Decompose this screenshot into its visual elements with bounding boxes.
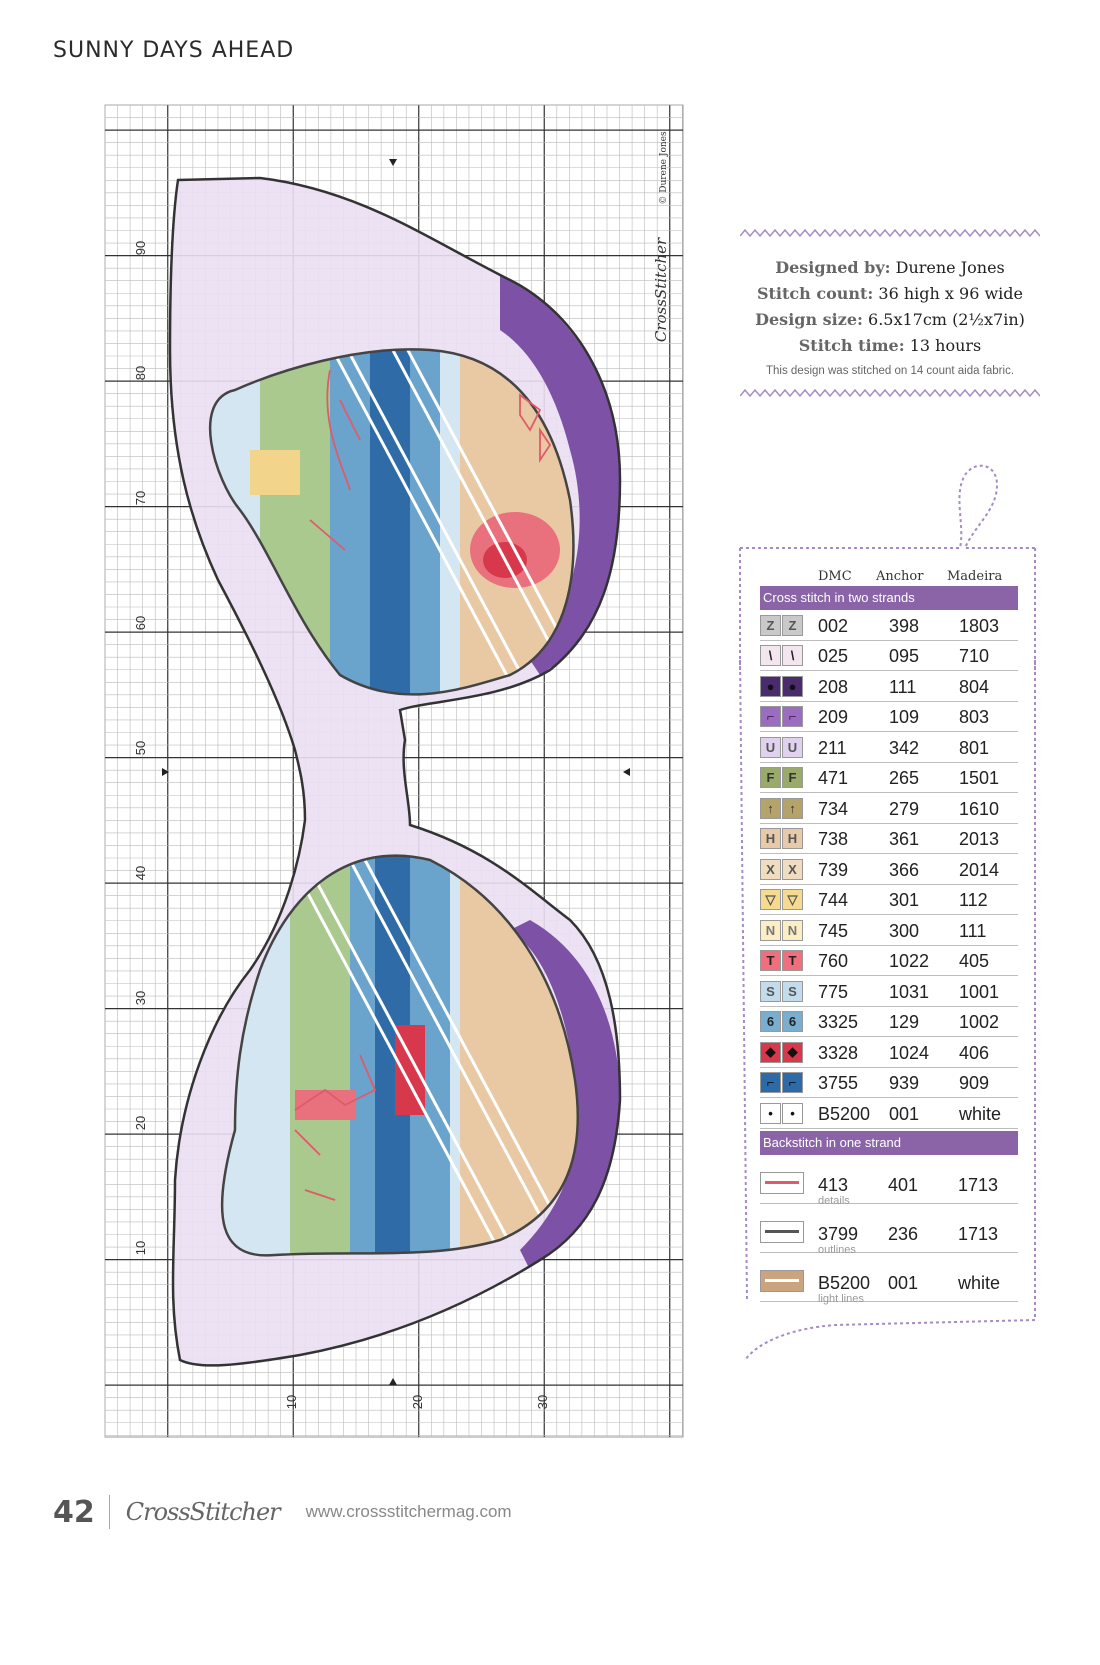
stitch-symbol: Z Z	[760, 615, 804, 636]
madeira-code: 112	[959, 890, 988, 910]
key-row	[760, 1068, 1018, 1099]
backstitch-use: light lines	[818, 1292, 864, 1305]
stitch-symbol: S S	[760, 981, 804, 1002]
key-row	[760, 824, 1018, 855]
anchor-code: 401	[888, 1174, 919, 1195]
col-madeira: Madeira	[947, 569, 1003, 584]
row-label: 10	[133, 1240, 148, 1256]
col-dmc: DMC	[818, 569, 852, 584]
key-row	[760, 946, 1018, 977]
dmc-code: 413	[818, 1174, 849, 1195]
row-label: 40	[133, 865, 148, 881]
dmc-code: 738	[818, 829, 849, 849]
row-label: 90	[133, 240, 148, 256]
backstitch-use: details	[818, 1194, 850, 1207]
backstitch-row	[760, 1253, 1018, 1305]
stitch-symbol: ↑ ↑	[760, 798, 804, 819]
design-size-label: Design size:	[755, 310, 863, 329]
madeira-code: 2014	[959, 859, 1000, 880]
zigzag-divider	[740, 228, 1040, 238]
dmc-code: 760	[818, 951, 849, 971]
key-row	[760, 1098, 1018, 1129]
page-title: SUNNY DAYS AHEAD	[53, 38, 295, 63]
stitch-symbol: \ \	[760, 645, 804, 666]
dmc-code: 209	[818, 707, 849, 727]
backstitch-row	[760, 1204, 1018, 1256]
design-info	[740, 225, 1040, 403]
stitch-time: 13 hours	[909, 336, 982, 355]
stitch-symbol: U U	[760, 737, 804, 758]
key-row	[760, 641, 1018, 672]
website-url: www.crossstitchermag.com	[305, 1502, 512, 1521]
thread-key	[760, 560, 1018, 1305]
design-size: 6.5x17cm (2½x7in)	[868, 310, 1025, 329]
stitch-time-label: Stitch time:	[798, 336, 905, 355]
backstitch-line-swatch	[760, 1172, 804, 1194]
dmc-code: 208	[818, 676, 849, 697]
dmc-code: B5200	[818, 1103, 871, 1124]
key-row	[760, 763, 1018, 794]
anchor-code: 366	[889, 859, 920, 880]
dmc-code: 744	[818, 890, 849, 910]
key-row	[760, 702, 1018, 733]
stitch-symbol: F F	[760, 767, 804, 788]
madeira-code: 2013	[959, 829, 1000, 849]
dmc-code: 775	[818, 981, 849, 1002]
stitch-count: 36 high x 96 wide	[878, 284, 1023, 303]
anchor-code: 001	[889, 1103, 920, 1124]
cross-stitch-chart	[100, 100, 690, 1445]
col-label: 20	[410, 1394, 425, 1410]
madeira-code: 801	[959, 737, 990, 758]
fabric-note: This design was stitched on 14 count aida fabric.	[765, 365, 1015, 377]
madeira-code: 1002	[959, 1012, 1000, 1032]
backstitch-line-swatch	[760, 1270, 804, 1292]
anchor-code: 095	[889, 646, 920, 666]
col-label: 30	[535, 1394, 550, 1410]
stitch-count-label: Stitch count:	[756, 284, 874, 303]
zigzag-divider	[740, 388, 1040, 398]
cross-stitch-section-title: Cross stitch in two strands	[760, 586, 1018, 610]
page-number: 42	[53, 1494, 95, 1530]
stitch-symbol: 6 6	[760, 1011, 804, 1032]
anchor-code: 361	[889, 829, 920, 849]
anchor-code: 398	[889, 615, 920, 636]
anchor-code: 1022	[889, 951, 930, 971]
dmc-code: 3799	[818, 1223, 859, 1244]
key-row	[760, 854, 1018, 885]
dmc-code: B5200	[818, 1272, 871, 1293]
stitch-symbol: ▽ ▽	[760, 889, 804, 910]
copyright-text: © Durene Jones	[659, 131, 669, 205]
madeira-code: 1803	[959, 615, 1000, 636]
row-label: 70	[133, 490, 148, 506]
madeira-code: 803	[959, 707, 990, 727]
stitch-symbol: ⌐ ⌐	[760, 1072, 804, 1093]
col-anchor: Anchor	[876, 569, 924, 584]
stitch-symbol: ◆ ◆	[760, 1042, 804, 1063]
anchor-code: 300	[889, 920, 920, 941]
dmc-code: 734	[818, 798, 849, 819]
madeira-code: white	[958, 1272, 1001, 1293]
madeira-code: 710	[959, 646, 990, 666]
dmc-code: 002	[818, 615, 849, 636]
key-row	[760, 793, 1018, 824]
anchor-code: 939	[889, 1073, 920, 1093]
madeira-code: white	[959, 1103, 1002, 1124]
anchor-code: 301	[889, 890, 920, 910]
anchor-code: 1024	[889, 1042, 930, 1063]
stitch-symbol: N N	[760, 920, 804, 941]
dmc-code: 3325	[818, 1012, 859, 1032]
madeira-code: 1501	[959, 768, 1000, 788]
anchor-code: 279	[889, 798, 920, 819]
anchor-code: 1031	[889, 981, 930, 1002]
backstitch-line-swatch	[760, 1221, 804, 1243]
madeira-code: 804	[959, 676, 990, 697]
row-label: 80	[133, 365, 148, 381]
dmc-code: 3328	[818, 1042, 859, 1063]
key-row	[760, 610, 1018, 641]
dmc-code: 745	[818, 920, 849, 941]
key-row	[760, 915, 1018, 946]
stitch-symbol: T T	[760, 950, 804, 971]
key-row	[760, 1007, 1018, 1038]
brand-logo: CrossStitcher	[125, 1498, 280, 1526]
col-label: 10	[284, 1394, 299, 1410]
madeira-code: 406	[959, 1042, 990, 1063]
anchor-code: 109	[889, 707, 920, 727]
designed-by-label: Designed by:	[775, 258, 891, 277]
key-row	[760, 885, 1018, 916]
copyright-brand: CrossStitcher	[652, 237, 670, 343]
stitch-symbol: • •	[760, 1103, 804, 1124]
backstitch-section-title: Backstitch in one strand	[760, 1131, 1018, 1155]
anchor-code: 265	[889, 768, 920, 788]
madeira-code: 1713	[958, 1174, 999, 1195]
madeira-code: 1610	[959, 798, 1000, 819]
key-row	[760, 732, 1018, 763]
footer-divider	[109, 1495, 110, 1529]
dmc-code: 211	[818, 737, 847, 758]
madeira-code: 111	[959, 920, 987, 941]
backstitch-use: outlines	[818, 1243, 856, 1256]
stitch-symbol: H H	[760, 828, 804, 849]
dmc-code: 3755	[818, 1073, 859, 1093]
madeira-code: 1713	[958, 1223, 999, 1244]
page-footer	[53, 1492, 512, 1532]
stitch-symbol: X X	[760, 859, 804, 880]
dmc-code: 025	[818, 646, 849, 666]
anchor-code: 129	[889, 1012, 920, 1032]
anchor-code: 111	[889, 676, 917, 697]
row-label: 30	[133, 990, 148, 1006]
anchor-code: 342	[889, 737, 920, 758]
designed-by: Durene Jones	[895, 258, 1005, 277]
backstitch-row	[760, 1155, 1018, 1207]
stitch-symbol: ● ●	[760, 676, 804, 697]
madeira-code: 909	[959, 1073, 990, 1093]
dmc-code: 471	[818, 768, 849, 788]
key-row	[760, 976, 1018, 1007]
madeira-code: 405	[959, 951, 990, 971]
anchor-code: 236	[888, 1223, 919, 1244]
madeira-code: 1001	[959, 981, 1000, 1002]
row-label: 60	[133, 615, 148, 631]
stitch-symbol: ⌐ ⌐	[760, 706, 804, 727]
row-label: 20	[133, 1115, 148, 1131]
dmc-code: 739	[818, 859, 849, 880]
row-label: 50	[133, 740, 148, 756]
key-row	[760, 671, 1018, 702]
key-row	[760, 1037, 1018, 1068]
anchor-code: 001	[888, 1272, 919, 1293]
